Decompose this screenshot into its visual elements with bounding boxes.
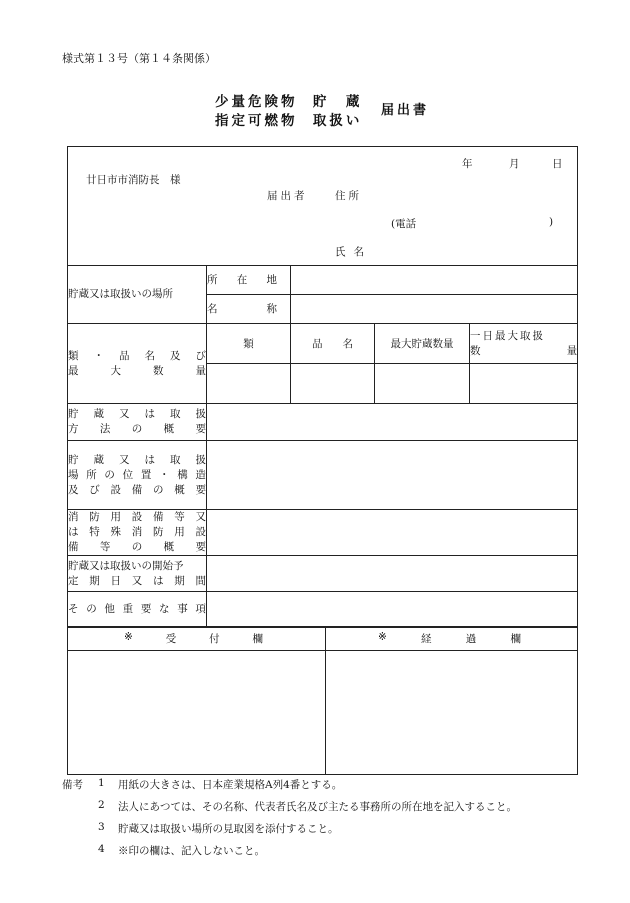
progress-field — [326, 651, 578, 775]
title-line-1: 少量危険物 貯 蔵 — [215, 94, 363, 110]
other-field[interactable] — [207, 592, 578, 628]
note-4-text: ※印の欄は、記入しないこと。 — [118, 845, 265, 857]
facility-label: 貯 蔵 又 は 取 扱 場 所 の 位 置 ・ 構 造 及 び 設 備 の 概 要 — [68, 441, 207, 510]
fire-equipment-label: 消 防 用 設 備 等 又 は 特 殊 消 防 用 設 備 等 の 概 要 — [68, 510, 207, 556]
reception-field — [68, 651, 326, 775]
note-2-text: 法人にあつては、その名称、代表者氏名及び主たる事務所の所在地を記入すること。 — [118, 801, 517, 813]
addressee: 廿日市市消防長 様 — [86, 174, 181, 186]
notifier-label: 届出者 — [267, 190, 308, 202]
col-header-type: 類 — [207, 324, 291, 364]
method-field[interactable] — [207, 404, 578, 441]
note-1-number: 1 — [98, 777, 105, 789]
notification-form-table — [67, 146, 578, 628]
date-day-label: 日 — [552, 158, 563, 170]
address-label: 住所 — [335, 190, 362, 202]
item-cell[interactable] — [291, 364, 375, 404]
title-suffix: 届出書 — [381, 103, 430, 118]
location-label: 貯蔵又は取扱いの場所 — [68, 266, 207, 324]
phone-label: (電話 — [391, 218, 417, 230]
type-cell[interactable] — [207, 364, 291, 404]
note-3-number: 3 — [98, 821, 105, 833]
form-number: 様式第１３号（第１４条関係） — [62, 52, 216, 65]
max-storage-cell[interactable] — [375, 364, 470, 404]
date-month-label: 月 — [509, 158, 520, 170]
notes-label: 備考 — [62, 779, 83, 791]
schedule-label: 貯蔵又は取扱いの開始予 定 期 日 又 は 期 間 — [68, 556, 207, 592]
other-label: そ の 他 重 要 な 事 項 — [68, 592, 207, 628]
note-3-text: 貯蔵又は取扱い場所の見取図を添付すること。 — [118, 823, 339, 835]
method-label: 貯 蔵 又 は 取 扱 方 法 の 概 要 — [68, 404, 207, 441]
reception-table — [67, 626, 578, 775]
reception-header: ※ 受 付 欄 — [68, 627, 326, 651]
title-line-2: 指定可燃物 取扱い — [215, 113, 363, 129]
note-1-text: 用紙の大きさは、日本産業規格A列4番とする。 — [118, 779, 343, 791]
quantities-label: 類 ・ 品 名 及 び 最 大 数 量 — [68, 324, 207, 404]
name-field-label: 名 称 — [207, 295, 291, 324]
note-2-number: 2 — [98, 799, 105, 811]
address-field-label: 所 在 地 — [207, 266, 291, 295]
address-field[interactable] — [291, 266, 578, 295]
progress-header: ※ 経 過 欄 — [326, 627, 578, 651]
col-header-item: 品 名 — [291, 324, 375, 364]
date-year-label: 年 — [462, 158, 473, 170]
fire-equipment-field[interactable] — [207, 510, 578, 556]
facility-field[interactable] — [207, 441, 578, 510]
phone-close: ) — [549, 216, 554, 228]
schedule-field[interactable] — [207, 556, 578, 592]
daily-max-cell[interactable] — [470, 364, 578, 404]
name-label: 氏名 — [335, 246, 372, 258]
col-header-max-storage: 最大貯蔵数量 — [375, 324, 470, 364]
name-field[interactable] — [291, 295, 578, 324]
note-4-number: 4 — [98, 843, 105, 855]
header-section — [68, 147, 578, 266]
col-header-daily-max: 一日最大取扱 数 量 — [470, 324, 578, 364]
